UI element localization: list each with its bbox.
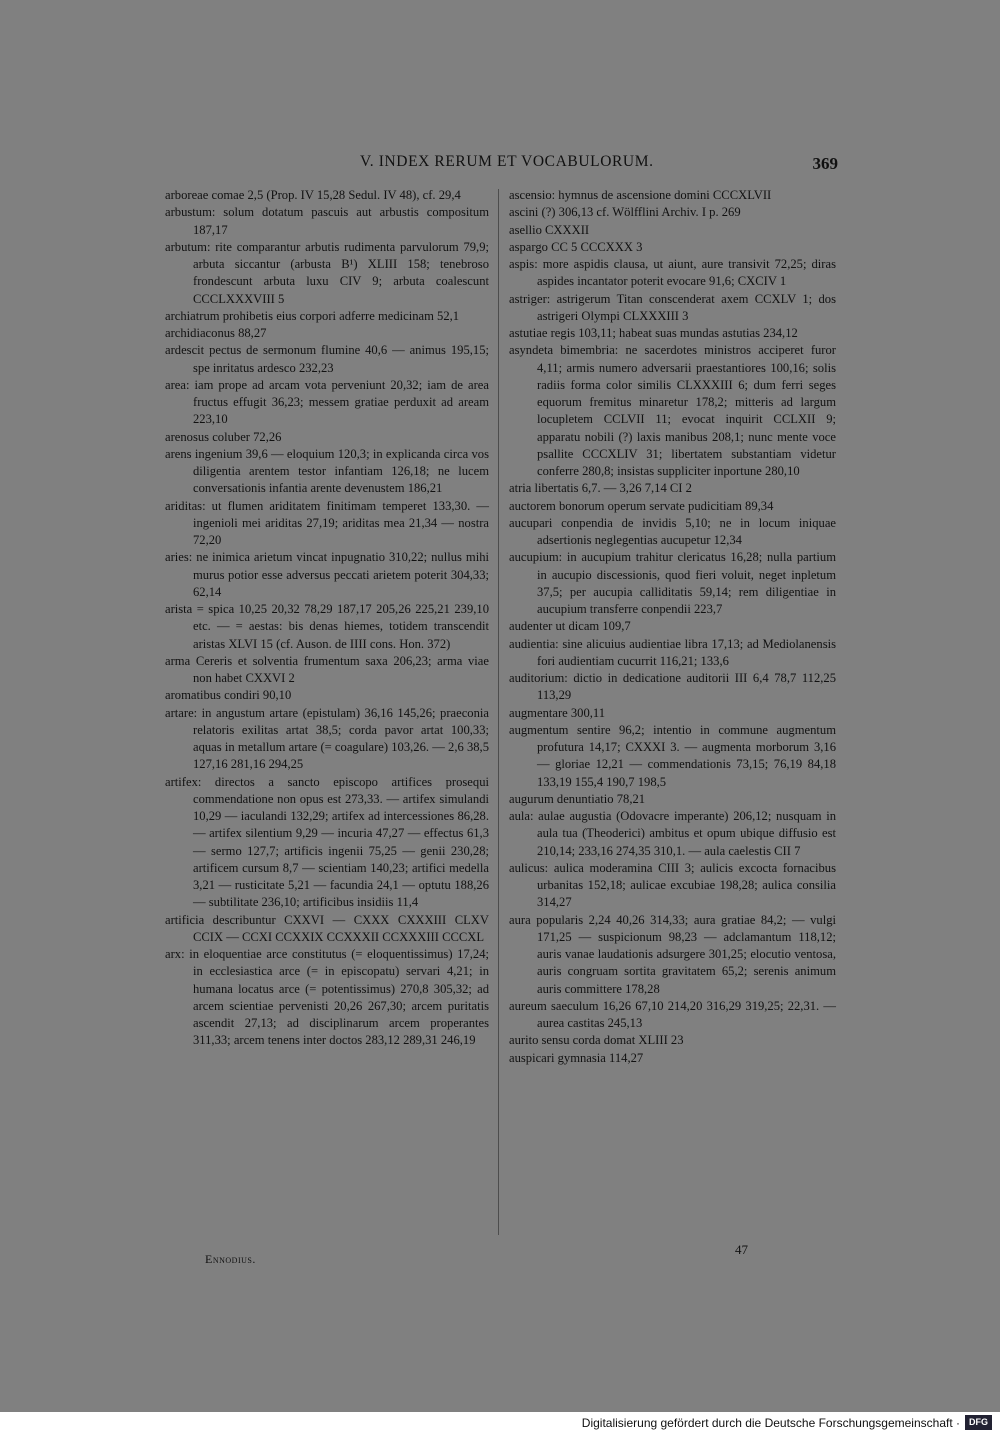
index-entry bbox=[165, 946, 493, 1050]
index-column-left bbox=[165, 187, 493, 1050]
index-entry bbox=[165, 446, 493, 498]
index-entry-text: aromatibus condiri 90,10 bbox=[165, 688, 292, 703]
index-entry-text: audientia: sine alicuius audientiae libra 17,13; ad Mediolanensis fori audientiam cucurrit 116,21; 133,6 bbox=[509, 636, 840, 668]
index-entry-text: asyndeta bimembria: ne sacerdotes ministros acciperet furor 4,11; armis numero adversarii praestantiores 100,16; solis radiis forma color similis CLXXXIII 6; dum ferri seges equorum fremitus minaretur 178,2; mitteris ad largum locupletem CCLVII 11; evocat inquirit CCLXII 9; apparatu nobili (?) laxis manibus 208,1; nunc mente voce psallite CCCXLIV 31; libertatem substantiam videtur conferre 280,8; insistas suppliciter inportune 280,10 bbox=[509, 343, 840, 478]
index-entry-text: ascensio: hymnus de ascensione domini CCCXLVII bbox=[509, 188, 772, 202]
index-entry bbox=[509, 325, 836, 342]
printer-signature: 47 bbox=[735, 1242, 748, 1257]
index-entry bbox=[509, 256, 840, 291]
index-entry-text: aula: aulae augustia (Odovacre imperante) 206,12; nusquam in aula tua (Theoderici) ambitus et opum ubique diffusio est 210,14; 233,16 274,35 310,1. — aula caelestis CII 7 bbox=[509, 809, 840, 858]
index-entry bbox=[509, 204, 836, 221]
index-entry-text: artifex: directos a sancto episcopo artifices prosequi commendatione non opus est 273,33. — artifex simulandi 10,29 — iaculandi 132,29; artifex ad intercessiones 86,28. — artifex silentium 9,29 — incuria 47,27 — effectus 61,3 — sermo 127,7; artificis ingenii 75,25 — genii 230,28; artificem cursum 8,7 — scientiam 140,23; artifici medella 3,21 — rusticitate 5,21 — facundia 24,1 — optutu 188,26 — subtilitate 236,10; artificibus insidiis 11,4 bbox=[165, 774, 493, 910]
index-entry bbox=[165, 342, 493, 377]
index-entry-text: arens ingenium 39,6 — eloquium 120,3; in explicanda circa vos diligentia arentem testor infantiam 126,18; ne lucem conversationis infantia arente devenustem 186,21 bbox=[165, 446, 493, 496]
index-entry bbox=[509, 1050, 836, 1067]
index-entry bbox=[165, 429, 489, 446]
index-entry bbox=[509, 791, 836, 808]
index-entry bbox=[509, 998, 840, 1033]
index-entry-text: aries: ne inimica arietum vincat inpugnatio 310,22; nullus mihi murus potior esse adversus peccati arietem poterit 304,33; 62,14 bbox=[165, 550, 493, 599]
index-entry-text: auctorem bonorum operum servate pudicitiam 89,34 bbox=[509, 498, 774, 513]
index-entry bbox=[509, 1032, 836, 1049]
column-divider bbox=[498, 189, 499, 1235]
index-entry-text: atria libertatis 6,7. — 3,26 7,14 CI 2 bbox=[509, 481, 692, 496]
index-entry-text: arbustum: solum dotatum pascuis aut arbustis compositum 187,17 bbox=[165, 205, 493, 237]
index-entry bbox=[165, 653, 493, 688]
funding-notice: Digitalisierung gefördert durch die Deutsche Forschungsgemeinschaft · bbox=[581, 1416, 960, 1430]
index-entry bbox=[509, 705, 836, 722]
index-entry bbox=[509, 239, 836, 256]
index-entry-text: aurito sensu corda domat XLIII 23 bbox=[509, 1033, 684, 1048]
index-entry bbox=[509, 670, 840, 705]
footer-author: Ennodius. bbox=[205, 1252, 256, 1266]
index-entry bbox=[165, 325, 489, 342]
index-entry bbox=[165, 774, 493, 912]
index-entry bbox=[509, 480, 836, 497]
index-entry bbox=[165, 705, 493, 774]
index-entry bbox=[509, 912, 840, 998]
index-entry bbox=[509, 187, 836, 204]
index-entry-text: archiatrum prohibetis eius corpori adferre medicinam 52,1 bbox=[165, 308, 460, 323]
index-entry bbox=[509, 498, 836, 515]
index-entry bbox=[165, 204, 493, 239]
index-entry bbox=[509, 515, 840, 550]
index-entry-text: ardescit pectus de sermonum flumine 40,6 — animus 195,15; spe inritatus ardesco 232,23 bbox=[165, 343, 493, 375]
index-entry-text: aura popularis 2,24 40,26 314,33; aura gratiae 84,2; — vulgi 171,25 — suspicionum 98,23 — adclamantum 118,12; auris vanae laudationis adsurgere 301,25; elocutio ventosa, auris congruam sortita gravitatem 65,2; serenis animum auris committere 178,28 bbox=[509, 912, 840, 996]
index-entry-text: aspargo CC 5 CCCXXX 3 bbox=[509, 239, 643, 254]
index-entry bbox=[165, 687, 489, 704]
index-entry bbox=[165, 912, 493, 947]
index-entry-text: archidiaconus 88,27 bbox=[165, 326, 267, 340]
running-title: V. INDEX RERUM ET VOCABULORUM. bbox=[360, 153, 654, 170]
index-entry-text: aureum saeculum 16,26 67,10 214,20 316,29 319,25; 22,31. — aurea castitas 245,13 bbox=[509, 998, 840, 1030]
index-entry-text: artificia describuntur CXXVI — CXXX CXXXIII CLXV CCIX — CCXI CCXXIX CCXXXII CCXXXIII CCCXL bbox=[165, 912, 493, 944]
index-entry bbox=[509, 808, 840, 860]
page-number: 369 bbox=[812, 154, 838, 173]
index-entry bbox=[165, 377, 493, 429]
dfg-logo-icon[interactable]: DFG bbox=[965, 1415, 992, 1430]
page-header bbox=[165, 153, 840, 177]
index-entry-text: astutiae regis 103,11; habeat suas mundas astutias 234,12 bbox=[509, 326, 798, 340]
index-entry bbox=[509, 222, 836, 239]
index-entry-text: astriger: astrigerum Titan conscenderat axem CCXLV 1; dos astrigeri Olympi CLXXXIII 3 bbox=[509, 291, 840, 323]
index-entry bbox=[165, 498, 493, 550]
index-entry bbox=[165, 239, 493, 308]
index-entry-text: augmentare 300,11 bbox=[509, 705, 606, 720]
index-entry-text: ariditas: ut flumen ariditatem finitimam temperet 133,30. — ingenioli mei ariditas 27,19; ariditas mea 21,34 — nostra 72,20 bbox=[165, 498, 493, 547]
index-entry-text: auspicari gymnasia 114,27 bbox=[509, 1050, 644, 1065]
index-entry-text: aulicus: aulica moderamina CIII 3; aulicis excocta fornacibus urbanitas 152,18; aulicae excubiae 198,28; aulica consilia 314,27 bbox=[509, 860, 840, 910]
index-entry bbox=[509, 618, 836, 635]
index-entry-text: arx: in eloquentiae arce constitutus (= eloquentissimus) 17,24; in ecclesiastica arce (= in episcopatu) servari 4,21; in humana locatus arce (= potentissimus) 270,8 305,32; ad arcem scientiae pervenisti 20,26 267,30; arcem puritatis ascendit 27,13; ad disciplinarum arcem properantes 311,33; arcem tenens inter doctos 283,12 289,31 246,19 bbox=[165, 947, 493, 1048]
index-entry-text: aucupium: in aucupium trahitur clericatus 16,28; nulla partium in aucupio discessionis, quod fieri voluit, neget inpletum 37,5; per aucupia calliditatis 59,14; rem diligentiae in aucupium transferre conpendii 223,7 bbox=[509, 550, 840, 616]
index-entry-text: augmentum sentire 96,2; intentio in commune augmentum profutura 14,17; CXXXI 3. — augmenta morborum 3,16 — gloriae 12,21 — commendationis 73,15; 76,19 84,18 133,19 155,4 190,7 198,5 bbox=[509, 722, 840, 789]
index-entry-text: audenter ut dicam 109,7 bbox=[509, 619, 631, 634]
index-entry bbox=[509, 342, 840, 480]
funding-bar bbox=[0, 1412, 1000, 1434]
index-entry bbox=[509, 860, 840, 912]
index-entry-text: aspis: more aspidis clausa, ut aiunt, aure transivit 72,25; diras aspides incantator poterit evocare 91,6; CXCIV 1 bbox=[509, 257, 840, 289]
index-entry-text: arista = spica 10,25 20,32 78,29 187,17 205,26 225,21 239,10 etc. — = aestas: bis denas hiemes, totidem transcendit aristas XLVI 15 (cf. Auson. de IIII cons. Hon. 372) bbox=[165, 602, 493, 651]
index-entry bbox=[509, 291, 840, 326]
index-entry bbox=[165, 187, 489, 204]
index-entry bbox=[165, 549, 493, 601]
index-entry bbox=[509, 636, 840, 671]
index-entry-text: arma Cereris et solventia frumentum saxa 206,23; arma viae non habet CXXVI 2 bbox=[165, 653, 493, 685]
index-column-right bbox=[509, 187, 840, 1067]
index-entry-text: arboreae comae 2,5 (Prop. IV 15,28 Sedul. IV 48), cf. 29,4 bbox=[165, 188, 461, 202]
index-entry-text: auditorium: dictio in dedicatione auditorii III 6,4 78,7 112,25 113,29 bbox=[509, 671, 840, 703]
index-entry bbox=[509, 722, 840, 791]
index-entry-text: augurum denuntiatio 78,21 bbox=[509, 791, 646, 806]
index-entry-text: asellio CXXXII bbox=[509, 222, 590, 237]
index-entry-text: arbutum: rite comparantur arbutis rudimenta parvulorum 79,9; arbuta siccantur (arbusta B¹) XLIII 158; tenebroso frondescunt arbuta luxu CIV 9; arbuta coalescunt CCCLXXXVIII 5 bbox=[165, 239, 493, 306]
index-entry-text: area: iam prope ad arcam vota perveniunt 20,32; iam de area fructus effugit 36,23; messem gratiae perduxit ad aream 223,10 bbox=[165, 377, 493, 427]
index-entry-text: aucupari conpendia de invidis 5,10; ne in locum iniquae adsertionis neglegentias aucupetur 12,34 bbox=[509, 515, 840, 547]
index-entry-text: ascini (?) 306,13 cf. Wölfflini Archiv. I p. 269 bbox=[509, 205, 741, 220]
index-entry-text: artare: in angustum artare (epistulam) 36,16 145,26; praeconia relatoris exilitas artat 38,5; corda pavor artat 100,33; aquas in metallum artare (= coagulare) 103,26. — 2,6 38,5 127,16 281,16 294,25 bbox=[165, 705, 493, 772]
index-entry bbox=[165, 308, 489, 325]
index-entry bbox=[165, 601, 493, 653]
index-entry-text: arenosus coluber 72,26 bbox=[165, 429, 282, 444]
index-entry bbox=[509, 549, 840, 618]
